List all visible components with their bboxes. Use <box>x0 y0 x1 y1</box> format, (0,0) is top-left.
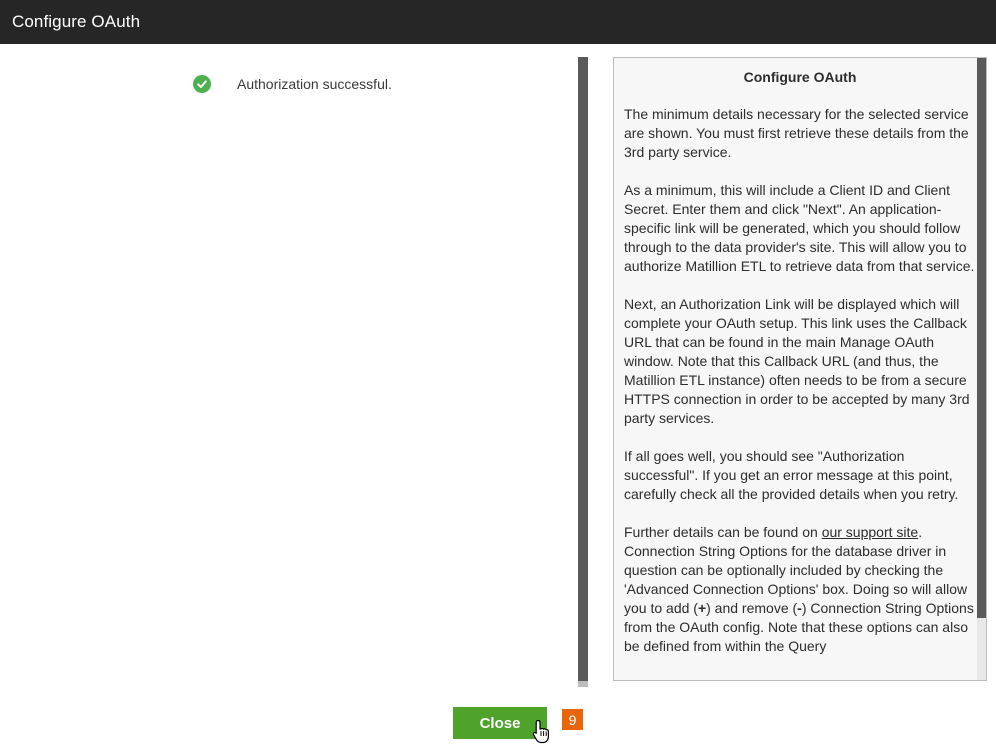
authorization-status <box>193 75 392 93</box>
check-circle-icon <box>193 75 211 93</box>
help-text: . Connection String Options for the database driver in question can be optionally included by checking the 'Advanced Connection Options' box. Doing so will allow you to add ( <box>624 524 968 616</box>
divider-end <box>578 681 588 687</box>
status-message: Authorization successful. <box>237 76 392 92</box>
close-button[interactable]: Close <box>453 707 547 739</box>
help-paragraph: If all goes well, you should see "Authorization successful". If you get an error message at this point, carefully check all the provided details when you retry. <box>624 448 959 502</box>
help-panel <box>613 57 987 681</box>
help-paragraph: The minimum details necessary for the selected service are shown. You must first retrieve these details from the 3rd party service. <box>624 106 969 160</box>
dialog-titlebar <box>0 0 996 44</box>
help-text: ) and remove ( <box>706 600 798 616</box>
hand-pointer-cursor-icon <box>532 719 552 745</box>
help-paragraph <box>624 523 976 656</box>
help-title: Configure OAuth <box>743 69 857 85</box>
step-badge: 9 <box>562 709 583 730</box>
help-text: Further details can be found on <box>624 524 822 540</box>
help-scrollbar[interactable] <box>977 58 986 680</box>
panel-resize-divider[interactable] <box>578 57 588 681</box>
support-site-link[interactable]: our support site <box>821 524 919 540</box>
help-paragraph: Next, an Authorization Link will be displayed which will complete your OAuth setup. This link uses the Callback URL that can be found in the main Manage OAuth window. Note that this Callback URL (and thus, the Matillion ETL instance) often needs to be from a secure HTTPS connection in order to be accepted by many 3rd party services. <box>624 296 970 426</box>
help-text: ) Connection String Options from the OAuth config. Note that these options can also be defined from within the Query <box>624 600 974 654</box>
scrollbar-thumb[interactable] <box>977 58 986 618</box>
help-content <box>614 58 976 681</box>
help-paragraph: As a minimum, this will include a Client ID and Client Secret. Enter them and click "Next". An application-specific link will be generated, which you should follow through to the data provider's site. This will allow you to authorize Matillion ETL to retrieve data from that service. <box>624 182 975 274</box>
dialog-title: Configure OAuth <box>12 12 141 31</box>
plus-symbol: + <box>697 600 707 616</box>
minus-symbol: - <box>797 600 802 616</box>
